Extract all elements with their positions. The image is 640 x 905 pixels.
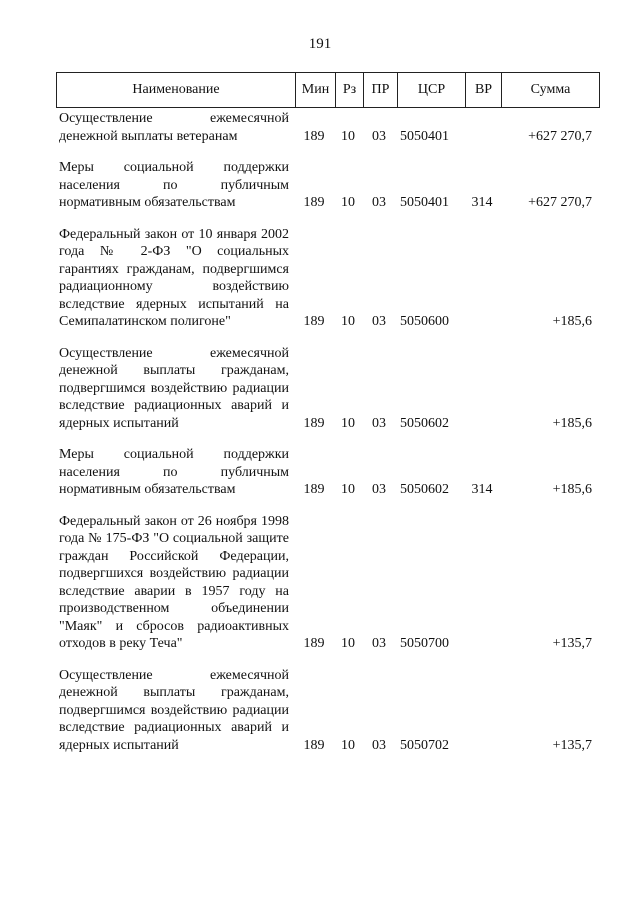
row-csr: 5050401 [400, 195, 449, 210]
header-sum: Сумма [501, 73, 599, 107]
header-min: Мин [295, 73, 335, 107]
budget-table-body [56, 110, 600, 768]
row-rz: 10 [341, 482, 355, 497]
table-row [56, 110, 600, 145]
row-rz: 10 [341, 415, 355, 431]
row-pr: 03 [372, 314, 386, 329]
row-sum: +627 270,7 [528, 195, 592, 210]
row-name: Осуществление ежемесячной денежной выплаты гражданам, подвергшимся воздействию радиации вследствие радиационных аварий и ядерных испытаний [59, 345, 289, 431]
row-min: 189 [303, 737, 325, 753]
row-name: Меры социальной поддержки населения по публичным нормативным обязательствам [59, 160, 289, 210]
row-min: 189 [303, 415, 325, 431]
row-min: 189 [303, 636, 325, 651]
row-rz: 10 [341, 737, 355, 753]
table-row [56, 446, 600, 499]
header-vr: ВР [465, 73, 501, 107]
table-row [56, 667, 600, 755]
row-pr: 03 [372, 415, 386, 431]
row-sum: +185,6 [552, 482, 592, 497]
row-pr: 03 [372, 195, 386, 210]
table-row [56, 345, 600, 433]
header-pr: ПР [363, 73, 397, 107]
row-sum: +627 270,7 [528, 128, 592, 144]
row-rz: 10 [341, 636, 355, 651]
row-vr: 314 [471, 195, 493, 210]
table-row [56, 513, 600, 653]
header-rz: Рз [335, 73, 363, 107]
header-name: Наименование [132, 82, 220, 97]
table-header [56, 72, 600, 108]
row-pr: 03 [372, 128, 386, 144]
row-vr: 314 [471, 482, 493, 497]
row-pr: 03 [372, 636, 386, 651]
row-min: 189 [303, 482, 325, 497]
row-csr: 5050401 [400, 128, 449, 144]
header-csr: ЦСР [397, 73, 465, 107]
row-min: 189 [303, 314, 325, 329]
page-number: 191 [308, 36, 332, 52]
table-row [56, 226, 600, 331]
row-sum: +185,6 [552, 314, 592, 329]
row-csr: 5050600 [400, 314, 449, 329]
row-csr: 5050602 [400, 482, 449, 497]
row-min: 189 [303, 128, 325, 144]
row-rz: 10 [341, 128, 355, 144]
row-csr: 5050602 [400, 415, 449, 431]
row-sum: +135,7 [552, 737, 592, 753]
row-name: Федеральный закон от 10 января 2002 года № 2-ФЗ "О социальных гарантиях гражданам, подвергшимся радиационному воздействию вследствие ядерных испытаний на Семипалатинском полигоне" [59, 226, 289, 329]
row-name: Осуществление ежемесячной денежной выплаты ветеранам [59, 111, 289, 144]
row-sum: +135,7 [552, 636, 592, 651]
row-csr: 5050702 [400, 737, 449, 753]
row-csr: 5050700 [400, 636, 449, 651]
row-rz: 10 [341, 195, 355, 210]
row-sum: +185,6 [552, 415, 592, 431]
row-min: 189 [303, 195, 325, 210]
table-row [56, 159, 600, 212]
row-pr: 03 [372, 737, 386, 753]
row-pr: 03 [372, 482, 386, 497]
row-name: Осуществление ежемесячной денежной выплаты гражданам, подвергшимся воздействию радиации вследствие радиационных аварий и ядерных испытаний [59, 667, 289, 753]
row-name: Меры социальной поддержки населения по публичным нормативным обязательствам [59, 447, 289, 497]
row-name: Федеральный закон от 26 ноября 1998 года № 175-ФЗ "О социальной защите граждан Российской Федерации, подвергшихся воздействию радиации вследствие аварии в 1957 году на производственном объединении "Маяк" и сбросов радиоактивных отходов в реку Теча" [59, 513, 289, 651]
row-rz: 10 [341, 314, 355, 329]
